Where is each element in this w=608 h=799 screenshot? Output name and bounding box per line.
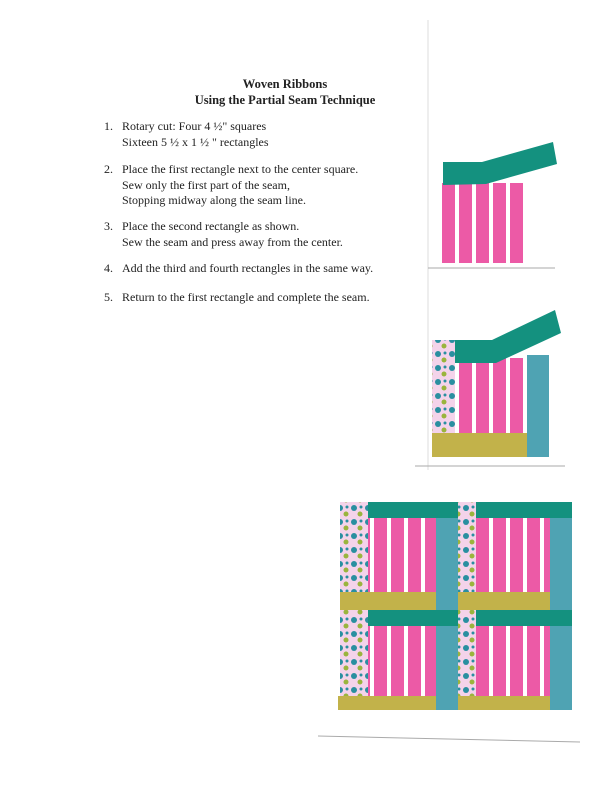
title-line-2: Using the Partial Seam Technique <box>194 93 376 107</box>
center-square <box>476 626 550 696</box>
step-number: 4. <box>104 261 113 275</box>
floral-rectangle <box>340 610 368 696</box>
title-line-1: Woven Ribbons <box>242 77 328 91</box>
gold-rectangle <box>458 696 550 710</box>
center-square <box>476 518 550 592</box>
center-square <box>455 358 527 435</box>
first-rectangle <box>443 142 557 185</box>
divider <box>318 736 580 742</box>
teal-rectangle <box>476 610 572 626</box>
step-text: Sew only the first part of the seam, <box>122 177 290 192</box>
step-text: Add the third and fourth rectangles in the same way. <box>122 261 374 275</box>
step-text: Sixteen 5 ½ x 1 ½ " rectangles <box>122 134 269 149</box>
center-square <box>441 183 525 263</box>
blue-rectangle <box>550 626 572 710</box>
blue-rectangle <box>550 518 572 610</box>
gold-rectangle <box>458 592 550 610</box>
gold-rectangle <box>432 433 527 457</box>
center-square <box>368 626 436 696</box>
teal-rectangle <box>368 610 458 626</box>
floral-rectangle <box>458 502 476 592</box>
floral-rectangle <box>432 340 455 435</box>
step-text: Rotary cut: Four 4 ½" squares <box>122 119 267 133</box>
quilt-block-top-right <box>458 502 572 610</box>
step-text: Stopping midway along the seam line. <box>122 193 306 207</box>
floral-rectangle <box>458 610 476 696</box>
quilt-block-top-left <box>340 502 458 610</box>
step-text: Place the first rectangle next to the center square. <box>122 162 359 176</box>
step-number: 2. <box>104 162 113 176</box>
quilt-block-bottom-left <box>338 610 458 710</box>
step-number: 5. <box>104 290 113 304</box>
teal-rectangle <box>368 502 458 518</box>
center-square <box>368 518 436 592</box>
blue-rectangle <box>436 626 458 710</box>
step-text: Sew the seam and press away from the center. <box>122 234 343 249</box>
floral-rectangle <box>340 502 368 592</box>
teal-rectangle <box>476 502 572 518</box>
step-text: Place the second rectangle as shown. <box>122 219 300 233</box>
step-text: Return to the first rectangle and complete the seam. <box>122 290 370 304</box>
gold-rectangle <box>340 592 436 610</box>
blue-rectangle <box>436 518 458 610</box>
quilt-block-bottom-right <box>458 610 572 710</box>
step-number: 3. <box>104 219 113 233</box>
gold-rectangle <box>338 696 436 710</box>
step-3-illustration <box>432 310 561 457</box>
step-2-illustration <box>441 142 557 263</box>
step-number: 1. <box>104 119 113 133</box>
finished-four-blocks <box>338 502 572 710</box>
blue-rectangle <box>527 355 549 457</box>
